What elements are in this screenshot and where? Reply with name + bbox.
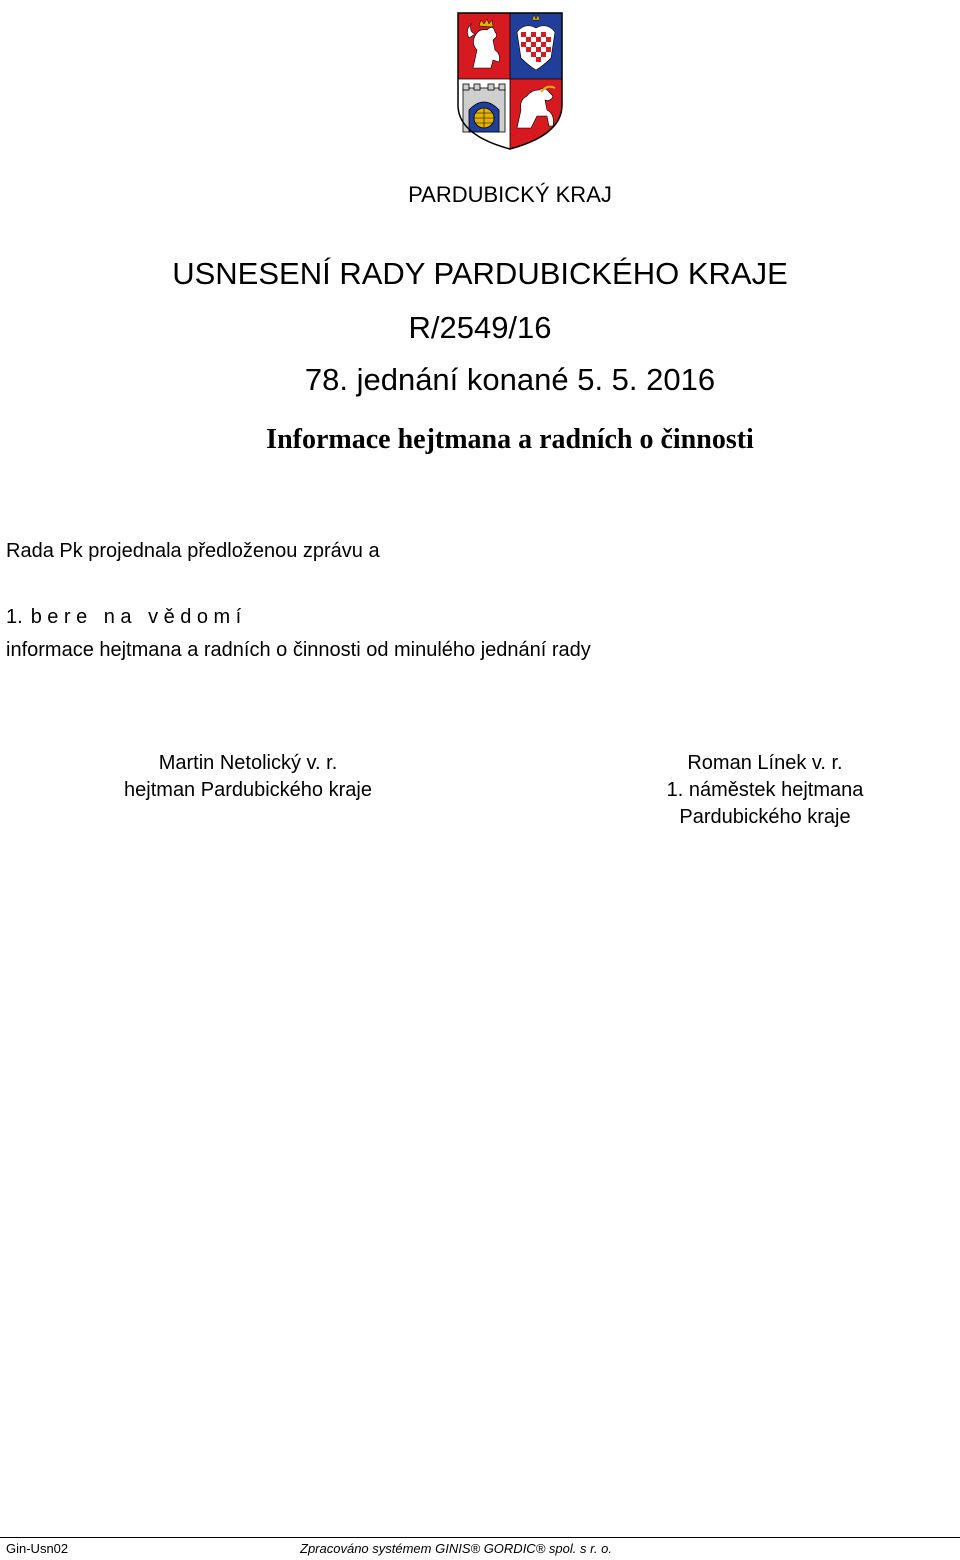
item-verb: bere na vědomí xyxy=(30,606,247,628)
footer-system-note: Zpracováno systémem GINIS® GORDIC® spol. s r. o. xyxy=(300,1541,612,1556)
meeting-info: 78. jednání konané 5. 5. 2016 xyxy=(304,362,716,397)
footer-divider xyxy=(0,1537,960,1538)
signature-block-governor xyxy=(98,750,398,804)
item-number: 1. xyxy=(6,606,23,628)
signer-name: Martin Netolický v. r. xyxy=(158,752,338,774)
footer-form-code: Gin-Usn02 xyxy=(6,1541,69,1556)
resolution-item-heading xyxy=(6,606,247,629)
signature-block-deputy xyxy=(615,750,915,831)
resolution-number: R/2549/16 xyxy=(408,310,552,345)
region-name: PARDUBICKÝ KRAJ xyxy=(408,182,612,207)
intro-paragraph: Rada Pk projednala předloženou zprávu a xyxy=(6,540,380,562)
coat-of-arms-icon xyxy=(455,10,565,152)
resolution-subject: Informace hejtmana a radních o činnosti xyxy=(266,424,754,455)
signer-role: hejtman Pardubického kraje xyxy=(124,779,372,801)
document-title: USNESENÍ RADY PARDUBICKÉHO KRAJE xyxy=(172,256,788,291)
resolution-item-text: informace hejtmana a radních o činnosti od minulého jednání rady xyxy=(6,639,591,661)
signer-name: Roman Línek v. r. xyxy=(687,752,843,774)
signer-role-2: Pardubického kraje xyxy=(679,806,851,828)
signer-role: 1. náměstek hejtmana xyxy=(666,779,864,801)
